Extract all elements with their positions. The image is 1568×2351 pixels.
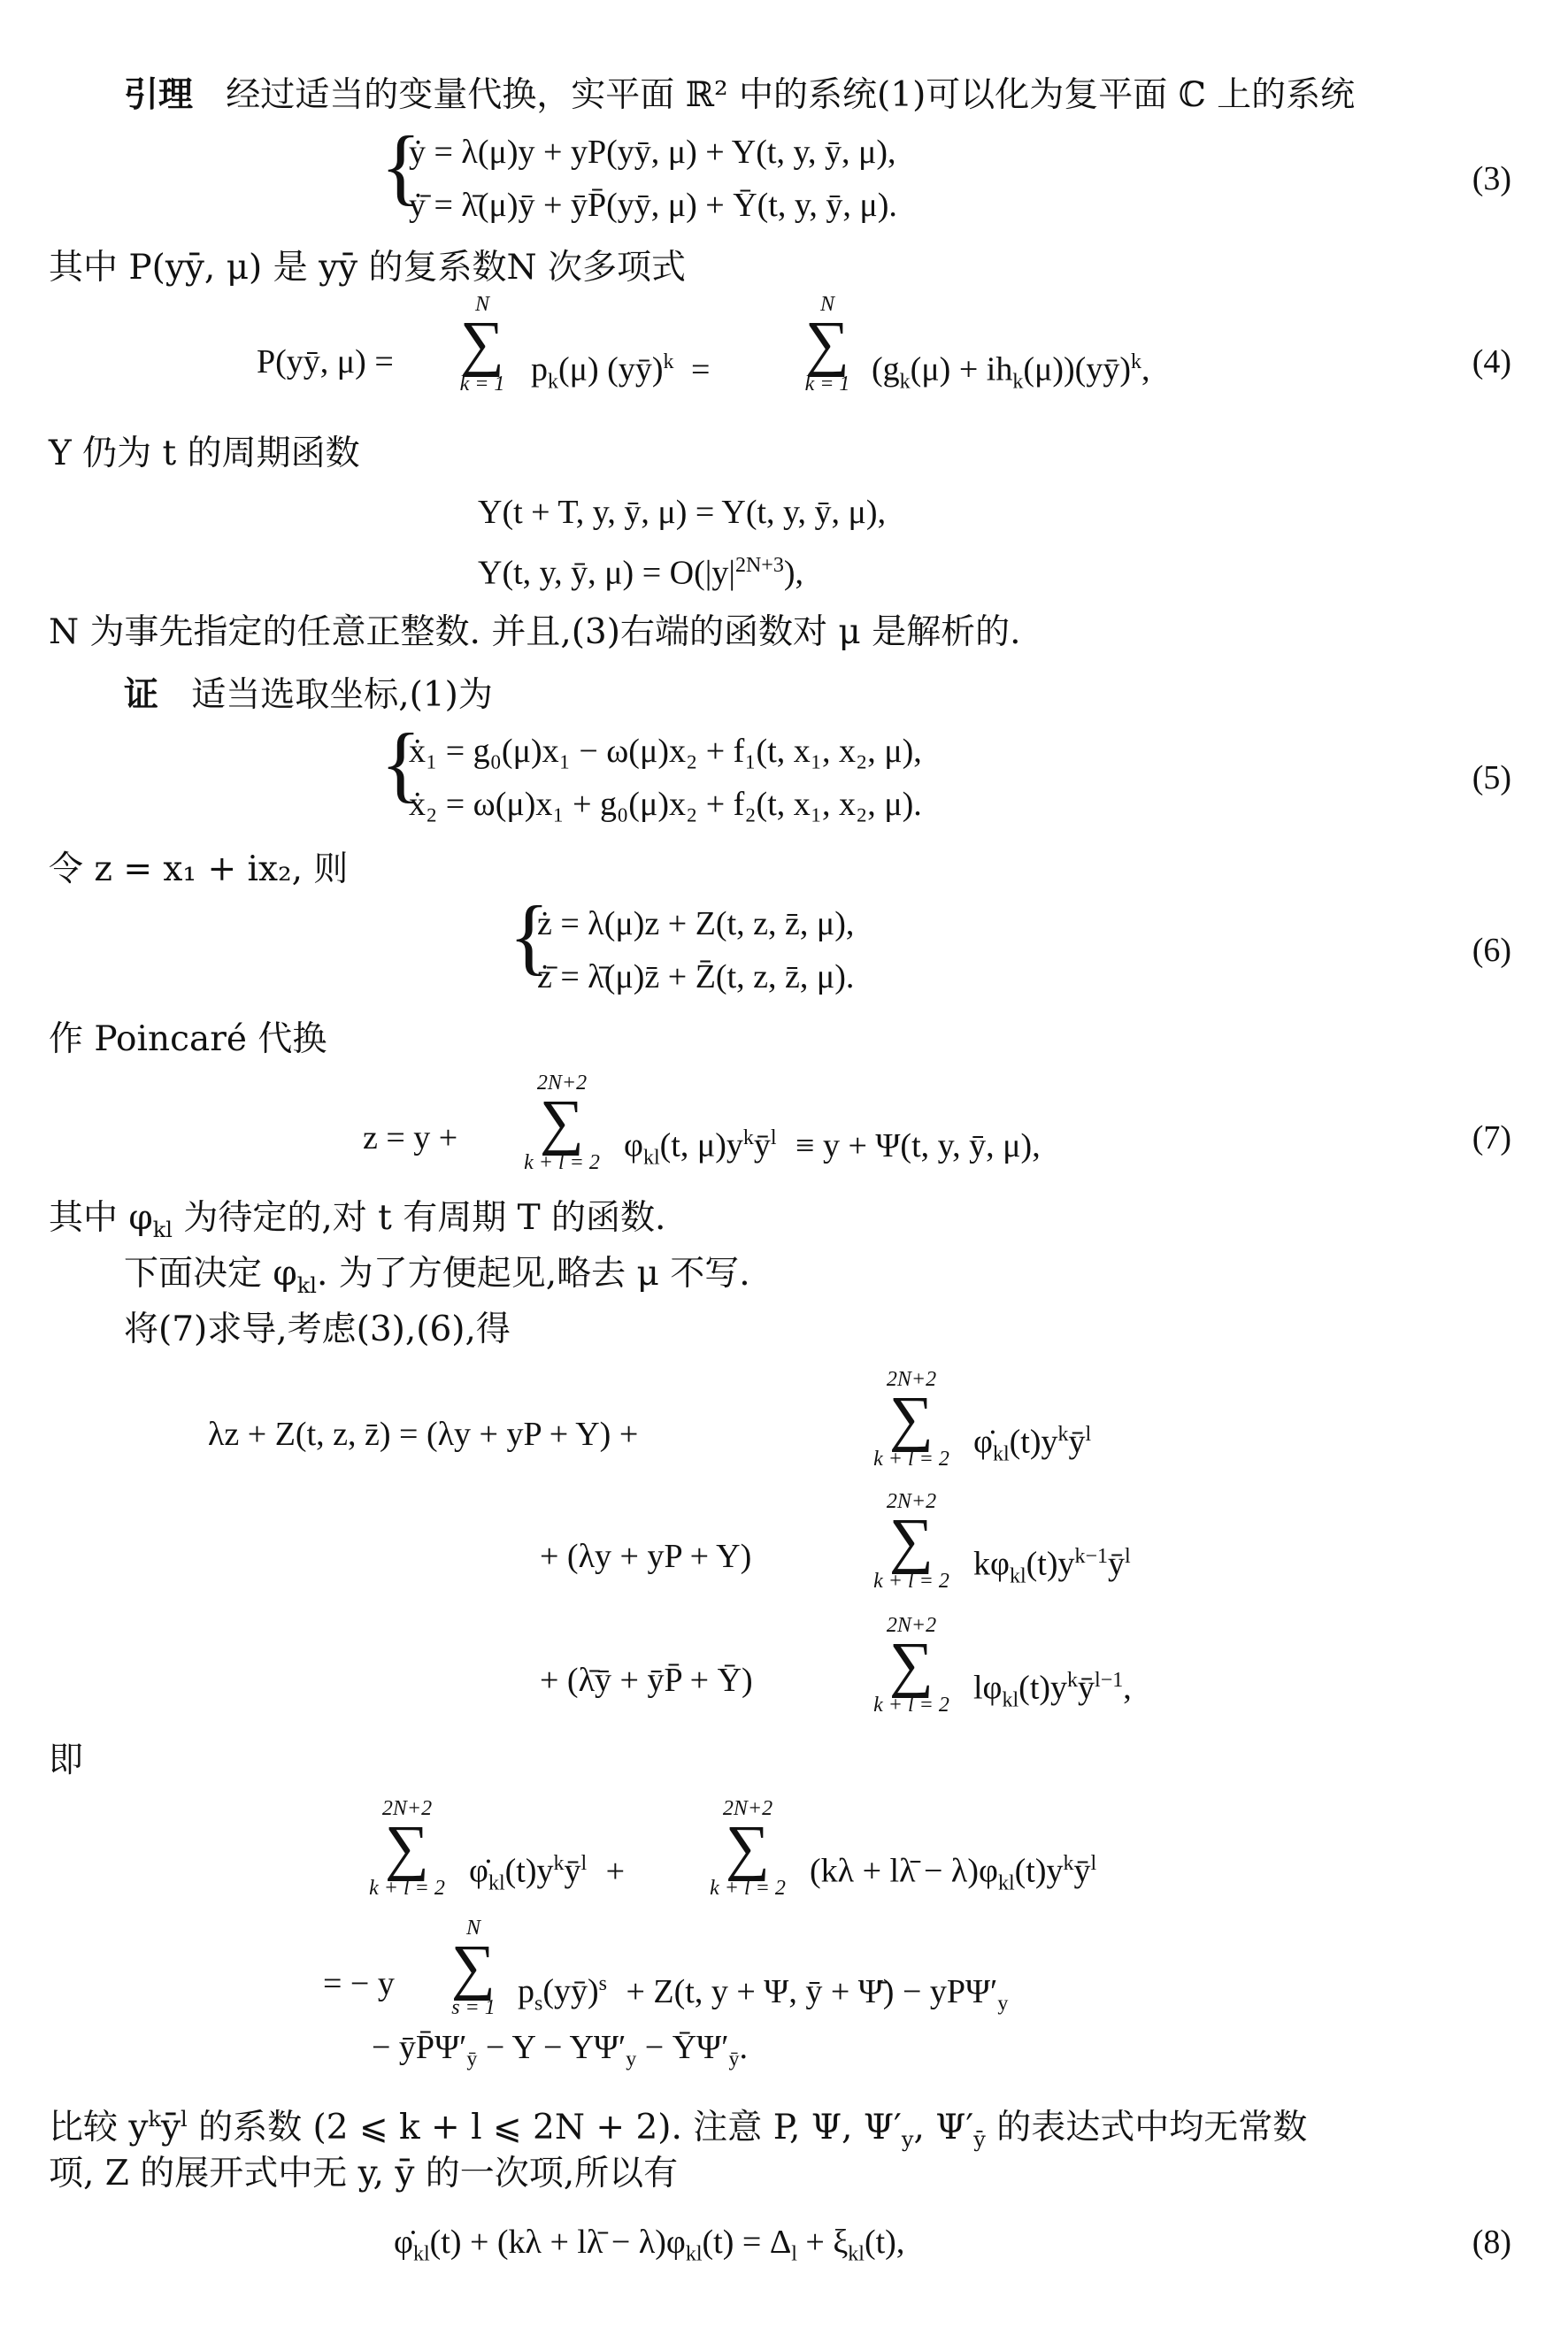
eq4-number: (4) bbox=[1472, 343, 1511, 380]
eq6-line1: ż = λ(μ)z + Z(t, z, z̄, μ), bbox=[537, 905, 855, 942]
let-z: 令 z = x₁ + ix₂, 则 bbox=[49, 849, 349, 889]
deriv-line1-right: $\varphi̇_{kl}(t)y^kȳ^l$ bbox=[973, 1423, 1092, 1466]
brace-eq3: { bbox=[380, 119, 422, 213]
phi-note: 其中 $\varphi_{kl}$ 为待定的,对 t 有周期 T 的函数. bbox=[49, 1198, 666, 1242]
deriv-line1-left: λz + Z(t, z, z̄) = (λy + yP + Y) + bbox=[208, 1416, 639, 1453]
differentiate-line: 将(7)求导,考虑(3),(6),得 bbox=[124, 1310, 511, 1349]
lemma-statement: 经过适当的变量代换，实平面 ℝ² 中的系统(1)可以化为复平面 ℂ 上的系统 bbox=[226, 75, 1356, 115]
eq4-left: P(yȳ, μ) = bbox=[257, 343, 394, 380]
eq5-number: (5) bbox=[1472, 759, 1511, 796]
eq3-line1: ẏ = λ(μ)y + yP(yȳ, μ) + Y(t, y, ȳ, μ), bbox=[409, 134, 896, 171]
p-intro: 其中 P(yȳ, μ) 是 yȳ 的复系数N 次多项式 bbox=[49, 248, 687, 288]
namely: 即 bbox=[49, 1740, 84, 1780]
poincare-line: 作 Poincaré 代换 bbox=[49, 1019, 327, 1059]
lemma-line bbox=[124, 73, 1355, 118]
lemma-heading: 引理 bbox=[124, 74, 194, 115]
expand-line1-b: (kλ + lλ̄ − $\lambda)\varphi_{kl}(t)y^kȳ^l$ bbox=[810, 1852, 1097, 1895]
compare-line1: 比较 $y^kȳ^l$ 的系数 (2 ⩽ k + l ⩽ 2N + 2). 注意 P, Ψ, $\Psi'_y$, $\Psi'_ȳ$ 的表达式中均无常数 bbox=[49, 2107, 1308, 2152]
eq7-left: z = y + bbox=[363, 1119, 458, 1156]
eq8-number: (8) bbox=[1472, 2224, 1511, 2261]
expand-sum2: 2N+2 ∑ k + l = 2 bbox=[710, 1797, 786, 1900]
expand-line1-a: $\varphi̇_{kl}(t)y^kȳ^l$ + bbox=[469, 1852, 626, 1895]
eq3-line2: ẏ̄ = λ̄(μ)ȳ + ȳP̄(yȳ, μ) + Ȳ(t, y, ȳ, μ). bbox=[409, 187, 897, 224]
proof-intro: 适当选取坐标,(1)为 bbox=[191, 675, 493, 715]
proof-line bbox=[124, 672, 493, 718]
deriv-sum3: 2N+2 ∑ k + l = 2 bbox=[873, 1614, 949, 1717]
eq4-mid: $p_k(\mu)$ (yȳ)$^k$ = bbox=[531, 350, 711, 394]
expand-sum3: N ∑ s = 1 bbox=[451, 1917, 496, 2019]
eq4-sum1: N ∑ k = 1 bbox=[459, 293, 505, 396]
expand-line2-right: $p_s(yȳ)^s + Z(t$, y + Ψ, ȳ + Ψ̄) − $yP\Psi'_y$ bbox=[518, 1972, 1009, 2016]
deriv-line2-right: $k\varphi_{kl}(t)y^{k-1}ȳ^l$ bbox=[973, 1545, 1131, 1588]
eq7-right: $\varphi_{kl}(t$, $\mu)y^kȳ^l \equiv y + \Psi(t$, y, ȳ, μ), bbox=[624, 1126, 1041, 1170]
eq8-body: $\varphi̇_{kl}(t) + (k\lambda$ + lλ̄ − $\lambda)\varphi_{kl}(t) = \Delta_l + \xi_{kl}(t)$, bbox=[394, 2224, 905, 2266]
deriv-line2-left: + (λy + yP + Y) bbox=[540, 1538, 752, 1575]
deriv-sum1: 2N+2 ∑ k + l = 2 bbox=[873, 1368, 949, 1471]
expand-line2-left: = − y bbox=[323, 1965, 395, 2002]
eq4-sum2: N ∑ k = 1 bbox=[804, 293, 850, 396]
eq6-line2: ż̄ = λ̄(μ)z̄ + Z̄(t, z, z̄, μ). bbox=[537, 958, 855, 995]
eq3-number: (3) bbox=[1472, 160, 1511, 197]
y-periodic: Y 仍为 t 的周期函数 bbox=[49, 434, 360, 473]
decide-phi: 下面决定 $\varphi_{kl}$. 为了方便起见,略去 μ 不写. bbox=[124, 1254, 750, 1298]
periodic-line2: Y(t, y, ȳ, $\mu) = O(|y|^{2N+3})$, bbox=[478, 554, 803, 592]
eq5-line2: ẋ₂ = ω(μ)x₁ + g₀(μ)x₂ + f₂(t, x₁, x₂, μ). bbox=[409, 786, 922, 823]
eq6-number: (6) bbox=[1472, 932, 1511, 969]
expand-line3: − $ȳP̄\Psi'_ȳ - Y - Y\Psi'_y$ − $Ȳ\Psi'_ȳ$. bbox=[372, 2029, 749, 2071]
deriv-line3-left: + (λ̄ȳ + ȳP̄ + Ȳ) bbox=[540, 1662, 753, 1699]
proof-heading: 证 bbox=[124, 674, 159, 715]
deriv-sum2: 2N+2 ∑ k + l = 2 bbox=[873, 1490, 949, 1593]
eq4-right: ($g_k(\mu)$ + $ih_k(\mu))(yȳ)^k$, bbox=[872, 350, 1150, 394]
deriv-line3-right: $l\varphi_{kl}(t)y^kȳ^{l-1}$, bbox=[973, 1669, 1132, 1712]
eq5-line1: ẋ₁ = g₀(μ)x₁ − ω(μ)x₂ + f₁(t, x₁, x₂, μ), bbox=[409, 733, 922, 770]
eq7-number: (7) bbox=[1472, 1119, 1511, 1156]
expand-sum1: 2N+2 ∑ k + l = 2 bbox=[369, 1797, 445, 1900]
compare-line2: 项, Z 的展开式中无 y, ȳ 的一次项,所以有 bbox=[49, 2154, 679, 2193]
brace-eq5: { bbox=[380, 716, 422, 811]
n-note: N 为事先指定的任意正整数. 并且,(3)右端的函数对 μ 是解析的. bbox=[49, 612, 1021, 652]
brace-eq6: { bbox=[509, 888, 550, 983]
eq7-sum: 2N+2 ∑ k + l = 2 bbox=[524, 1072, 600, 1174]
periodic-line1: Y(t + T, y, ȳ, μ) = Y(t, y, ȳ, μ), bbox=[478, 494, 887, 531]
